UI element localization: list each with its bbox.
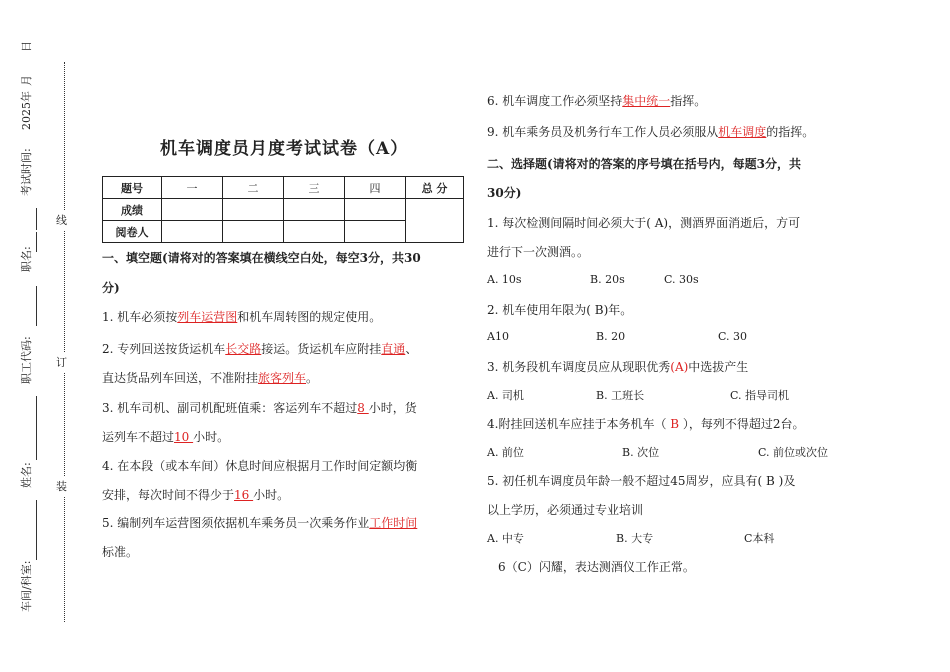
- section-1-heading-cont: 分): [102, 281, 120, 295]
- exam-time-label: 考试时间:: [20, 148, 33, 196]
- question-2-cont: [102, 369, 318, 386]
- answer-text: 直通: [381, 342, 406, 356]
- question-4-cont: [102, 486, 289, 503]
- choice-5-option-b: B. 大专: [616, 532, 654, 545]
- choice-1-option-b: B. 20s: [590, 273, 625, 286]
- question-6: [487, 92, 706, 109]
- section-1-heading: 一、填空题(请将对的答案填在横线空白处，每空3分，共30: [102, 251, 421, 265]
- answer-text: 10: [174, 430, 194, 444]
- question-text: 直达货品列车回送，不准附挂: [102, 371, 259, 385]
- header-cell: 总 分: [406, 177, 464, 199]
- answer-text: (A): [670, 360, 689, 374]
- row-label: 成绩: [103, 199, 162, 221]
- score-cell[interactable]: [162, 199, 223, 221]
- table-row: [103, 177, 464, 199]
- score-cell[interactable]: [345, 199, 406, 221]
- table-row: [103, 199, 464, 221]
- exam-month: 月: [20, 75, 33, 86]
- code-blank-line: [36, 286, 37, 326]
- question-text: 小时。: [193, 430, 230, 444]
- header-cell: 三: [284, 177, 345, 199]
- question-9: [487, 123, 814, 140]
- page-title: 机车调度员月度考试试卷（A）: [160, 139, 409, 159]
- question-5: [102, 514, 417, 531]
- answer-text: 列车运营图: [177, 310, 238, 324]
- position-blank-line: [36, 232, 37, 252]
- question-text: 和机车周转图的规定使用。: [237, 310, 382, 324]
- choice-3: [487, 358, 748, 375]
- choice-1-option-a: A. 10s: [487, 273, 522, 286]
- question-3: [102, 399, 417, 416]
- question-text: ），每列不得超过2台。: [679, 417, 805, 431]
- choice-5-cont: 以上学历，必须通过专业培训: [487, 503, 644, 517]
- question-4: 4. 在本段（或本车间）休息时间应根据月工作时间定额均衡: [102, 459, 418, 473]
- score-cell[interactable]: [284, 199, 345, 221]
- section-2-heading-cont: 30分): [487, 186, 522, 200]
- binding-margin: [0, 0, 70, 672]
- question-text: 。: [306, 371, 319, 385]
- exam-day: 日: [20, 41, 33, 52]
- question-text: 的指挥。: [766, 125, 815, 139]
- question-text: 运列车不超过: [102, 430, 175, 444]
- choice-3-option-c: C. 指导司机: [730, 389, 790, 402]
- question-text: 2. 专列回送按货运机车: [102, 342, 226, 356]
- question-text: 接运。货运机车应附挂: [261, 342, 382, 356]
- ding-mark: 订: [56, 352, 67, 372]
- position-label: 职名:: [20, 246, 33, 272]
- question-text: 小时。: [253, 488, 290, 502]
- answer-text: 旅客列车: [258, 371, 307, 385]
- answer-text: 8: [357, 401, 369, 415]
- question-text: 6. 机车调度工作必须坚持: [487, 94, 623, 108]
- header-cell: 一: [162, 177, 223, 199]
- choice-4-option-b: B. 次位: [622, 446, 660, 459]
- time-blank-line: [36, 208, 37, 230]
- choice-4: [487, 415, 805, 432]
- choice-2-option-a: A10: [487, 330, 509, 343]
- grader-cell[interactable]: [284, 221, 345, 243]
- choice-1-option-c: C. 30s: [664, 273, 699, 286]
- score-cell[interactable]: [223, 199, 284, 221]
- answer-text: 集中统一: [622, 94, 671, 108]
- answer-text: 长交路: [225, 342, 262, 356]
- choice-4-option-a: A. 前位: [487, 446, 524, 459]
- line-mark: 线: [56, 210, 67, 230]
- question-1: [102, 308, 381, 325]
- choice-2-option-b: B. 20: [596, 330, 626, 343]
- department-label: 车间/科室:: [20, 560, 33, 612]
- question-text: 9. 机车乘务员及机务行车工作人员必须服从: [487, 125, 719, 139]
- binding-dotted-line: [64, 62, 65, 622]
- choice-1-cont: 进行下一次测酒。。: [487, 245, 590, 259]
- question-text: 安排，每次时间不得少于: [102, 488, 235, 502]
- total-score-cell[interactable]: [406, 199, 464, 243]
- grader-cell[interactable]: [223, 221, 284, 243]
- choice-4-option-c: C. 前位或次位: [758, 446, 829, 459]
- choice-3-option-a: A. 司机: [487, 389, 524, 402]
- exam-year: 2025年: [20, 91, 33, 130]
- question-text: 1. 机车必须按: [102, 310, 178, 324]
- row-label: 阅卷人: [103, 221, 162, 243]
- choice-5-option-a: A. 中专: [487, 532, 524, 545]
- choice-6: 6（C）闪耀，表达测酒仪工作正常。: [498, 560, 695, 574]
- question-text: 4.附挂回送机车应挂于本务机车（: [487, 417, 671, 431]
- question-text: 3. 机车司机、副司机配班值乘：客运列车不超过: [102, 401, 358, 415]
- choice-5-option-c: C本科: [744, 532, 775, 545]
- choice-2-option-c: C. 30: [718, 330, 748, 343]
- question-text: 5. 编制列车运营图须依据机车乘务员一次乘务作业: [102, 516, 370, 530]
- score-table: [102, 176, 464, 243]
- grader-cell[interactable]: [345, 221, 406, 243]
- choice-5: 5. 初任机车调度员年龄一般不超过45周岁，应具有( B )及: [487, 474, 796, 488]
- header-cell: 题号: [103, 177, 162, 199]
- question-text: 小时，货: [368, 401, 417, 415]
- question-text: 指挥。: [670, 94, 707, 108]
- choice-1: 1. 每次检测间隔时间必须大于( A)，测酒界面消逝后，方可: [487, 216, 801, 230]
- question-3-cont: [102, 428, 229, 445]
- grader-cell[interactable]: [162, 221, 223, 243]
- answer-text: 16: [234, 488, 254, 502]
- name-label: 姓名:: [20, 462, 33, 488]
- answer-text: 工作时间: [369, 516, 418, 530]
- section-2-heading: 二、选择题(请将对的答案的序号填在括号内，每题3分，共: [487, 157, 802, 171]
- answer-text: 机车调度: [718, 125, 767, 139]
- name-blank-line: [36, 396, 37, 460]
- employee-code-label: 职工代码:: [20, 336, 33, 384]
- question-5-cont: 标准。: [102, 545, 139, 559]
- zhuang-mark: 装: [56, 476, 67, 496]
- question-text: 3. 机务段机车调度员应从现职优秀: [487, 360, 671, 374]
- header-cell: 四: [345, 177, 406, 199]
- choice-3-option-b: B. 工班长: [596, 389, 645, 402]
- question-2: [102, 340, 417, 357]
- question-text: 、: [405, 342, 418, 356]
- header-cell: 二: [223, 177, 284, 199]
- department-blank-line: [36, 500, 37, 560]
- answer-text: B: [670, 417, 680, 431]
- question-text: 中选拔产生: [688, 360, 749, 374]
- choice-2: 2. 机车使用年限为( B)年。: [487, 303, 633, 317]
